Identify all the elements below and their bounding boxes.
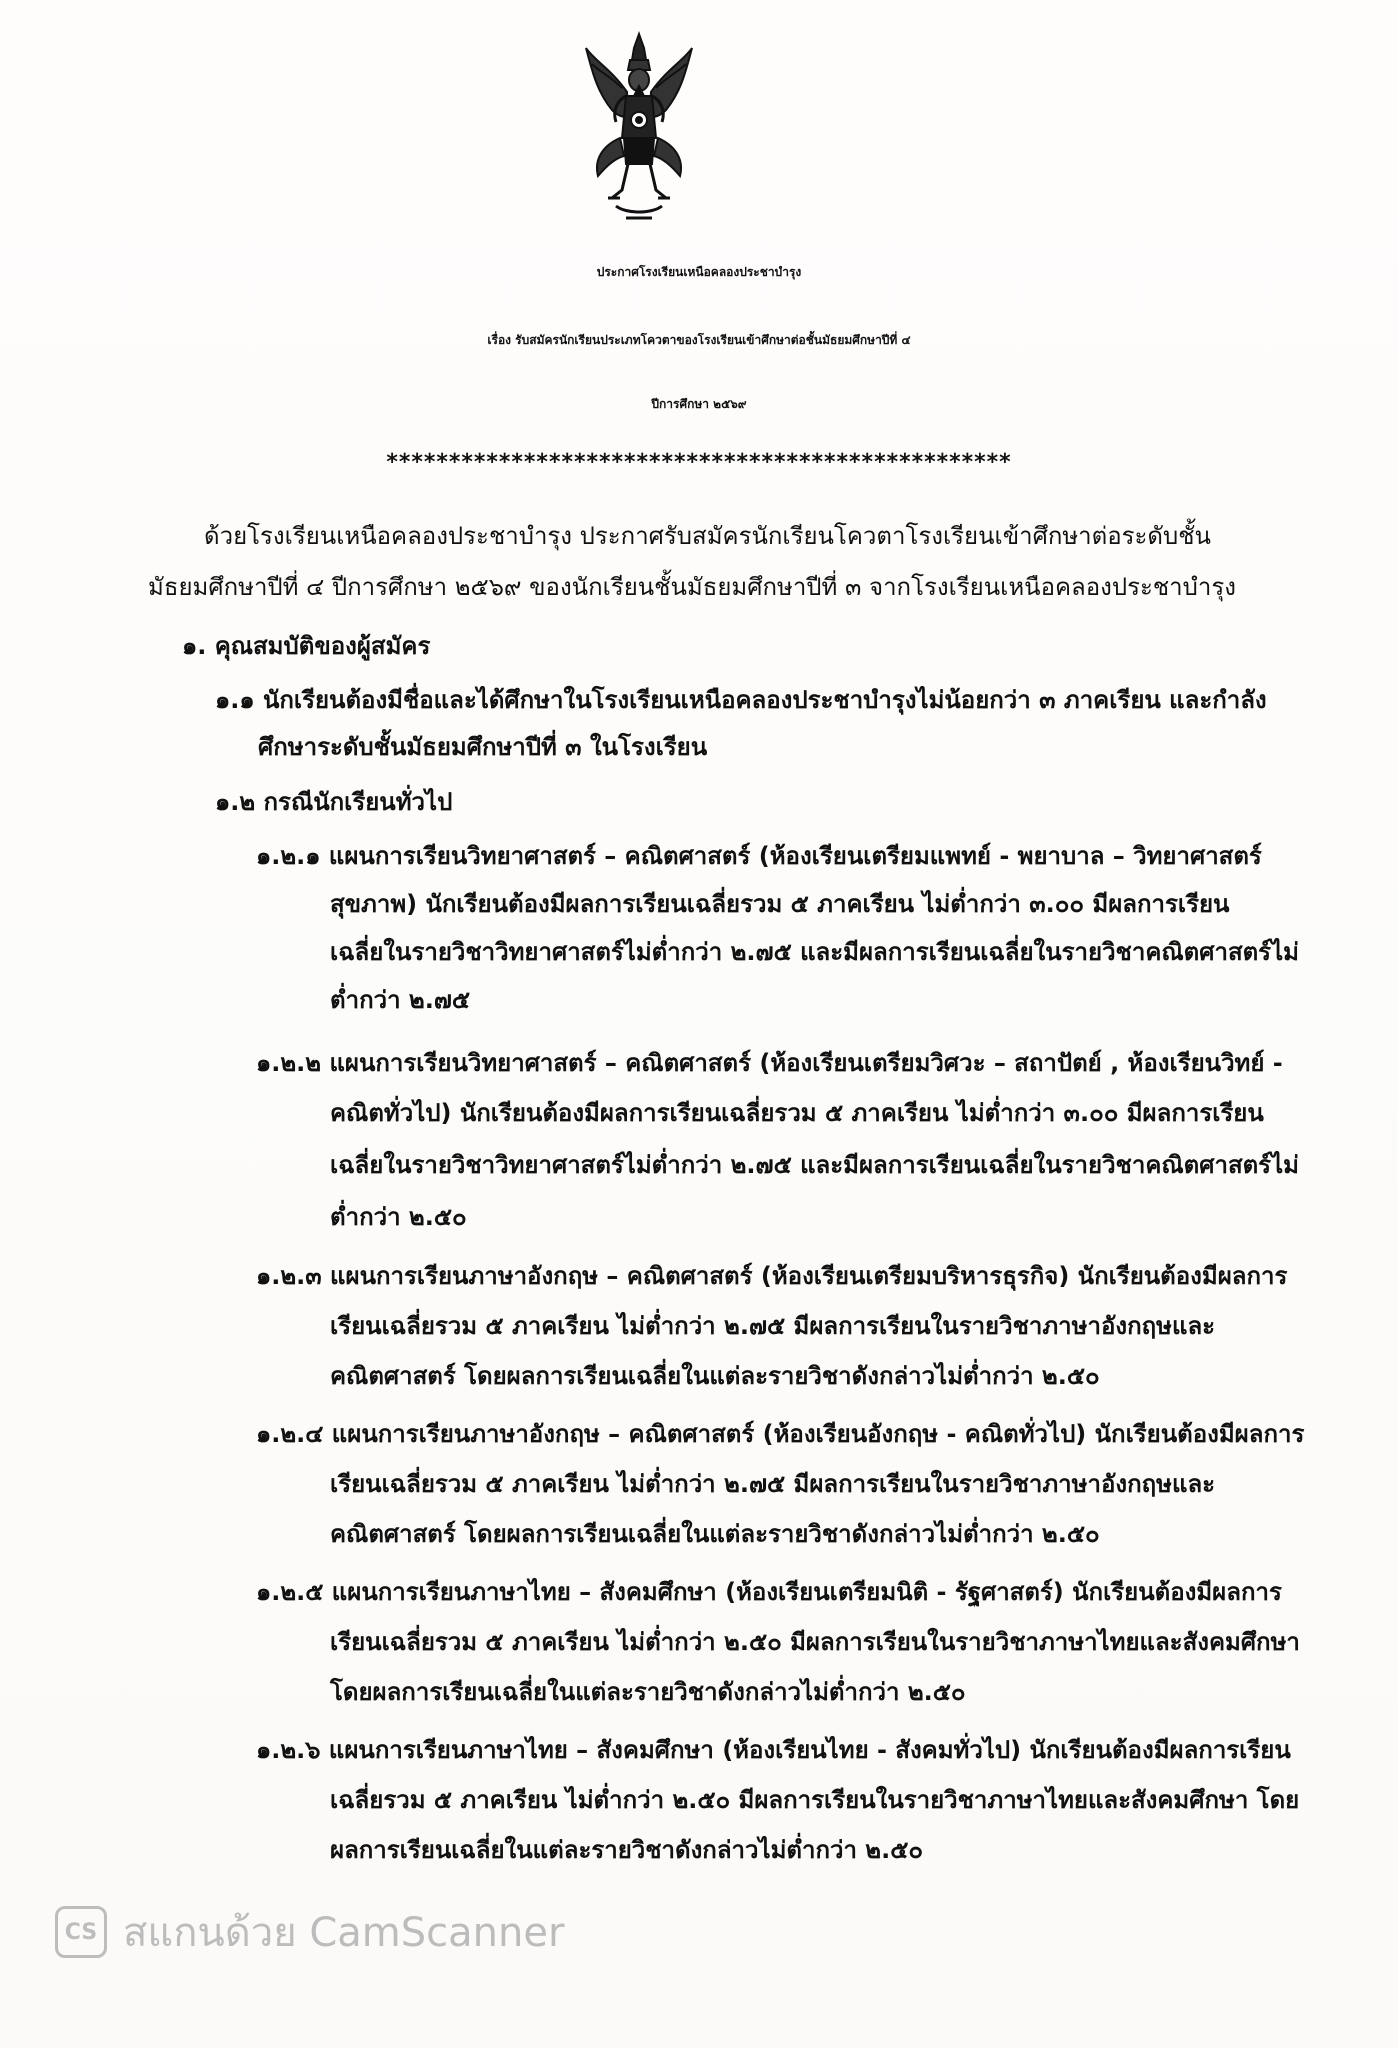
plan-1-2-5-line-1: ๑.๒.๕ แผนการเรียนภาษาไทย – สังคมศึกษา (ห้องเรียนเตรียมนิติ - รัฐศาสตร์) นักเรียนต้องมีผลการ xyxy=(256,1578,1282,1606)
separator-line: ************************************************** xyxy=(386,450,1012,475)
garuda-emblem-icon xyxy=(582,30,696,230)
plan-1-2-2-line-1: ๑.๒.๒ แผนการเรียนวิทยาศาสตร์ – คณิตศาสตร์ (ห้องเรียนเตรียมวิศวะ – สถาปัตย์ , ห้องเรียนวิทย์ - xyxy=(256,1049,1283,1077)
intro-line-1: ด้วยโรงเรียนเหนือคลองประชาบำรุง ประกาศรับสมัครนักเรียนโควตาโรงเรียนเข้าศึกษาต่อระดับชั้น xyxy=(204,522,1211,550)
item-1-2-heading: ๑.๒ กรณีนักเรียนทั่วไป xyxy=(215,788,453,816)
plan-1-2-1-line-1: ๑.๒.๑ แผนการเรียนวิทยาศาสตร์ – คณิตศาสตร์ (ห้องเรียนเตรียมแพทย์ - พยาบาล – วิทยาศาสตร์ xyxy=(256,842,1262,870)
plan-1-2-6-line-3: ผลการเรียนเฉลี่ยในแต่ละรายวิชาดังกล่าวไม่ต่ำกว่า ๒.๕๐ xyxy=(330,1836,924,1864)
plan-1-2-6-line-2: เฉลี่ยรวม ๕ ภาคเรียน ไม่ต่ำกว่า ๒.๕๐ มีผลการเรียนในรายวิชาภาษาไทยและสังคมศึกษา โดย xyxy=(330,1786,1300,1814)
academic-year: ปีการศึกษา ๒๕๖๙ xyxy=(651,397,747,411)
announcement-subject: เรื่อง รับสมัครนักเรียนประเภทโควตาของโรงเรียนเข้าศึกษาต่อชั้นมัธยมศึกษาปีที่ ๔ xyxy=(487,333,911,347)
item-1-1-line-2: ศึกษาระดับชั้นมัธยมศึกษาปีที่ ๓ ในโรงเรียน xyxy=(258,733,708,761)
plan-1-2-3-line-3: คณิตศาสตร์ โดยผลการเรียนเฉลี่ยในแต่ละรายวิชาดังกล่าวไม่ต่ำกว่า ๒.๕๐ xyxy=(330,1362,1100,1390)
plan-1-2-5-line-2: เรียนเฉลี่ยรวม ๕ ภาคเรียน ไม่ต่ำกว่า ๒.๕๐ มีผลการเรียนในรายวิชาภาษาไทยและสังคมศึกษา xyxy=(330,1628,1300,1656)
plan-1-2-4-line-3: คณิตศาสตร์ โดยผลการเรียนเฉลี่ยในแต่ละรายวิชาดังกล่าวไม่ต่ำกว่า ๒.๕๐ xyxy=(330,1520,1100,1548)
plan-1-2-1-line-3: เฉลี่ยในรายวิชาวิทยาศาสตร์ไม่ต่ำกว่า ๒.๗๕ และมีผลการเรียนเฉลี่ยในรายวิชาคณิตศาสตร์ไม่ xyxy=(330,938,1299,966)
plan-1-2-1-line-2: สุขภาพ) นักเรียนต้องมีผลการเรียนเฉลี่ยรวม ๕ ภาคเรียน ไม่ต่ำกว่า ๓.๐๐ มีผลการเรียน xyxy=(330,890,1230,918)
camscanner-watermark xyxy=(55,1902,564,1962)
section-1-heading: ๑. คุณสมบัติของผู้สมัคร xyxy=(182,632,431,660)
plan-1-2-2-line-3: เฉลี่ยในรายวิชาวิทยาศาสตร์ไม่ต่ำกว่า ๒.๗๕ และมีผลการเรียนเฉลี่ยในรายวิชาคณิตศาสตร์ไม่ xyxy=(330,1151,1299,1179)
camscanner-logo-icon: CS xyxy=(55,1906,107,1958)
plan-1-2-3-line-1: ๑.๒.๓ แผนการเรียนภาษาอังกฤษ – คณิตศาสตร์ (ห้องเรียนเตรียมบริหารธุรกิจ) นักเรียนต้องมีผลการ xyxy=(256,1262,1288,1290)
plan-1-2-6-line-1: ๑.๒.๖ แผนการเรียนภาษาไทย – สังคมศึกษา (ห้องเรียนไทย - สังคมทั่วไป) นักเรียนต้องมีผลการเรียน xyxy=(256,1736,1291,1764)
plan-1-2-4-line-2: เรียนเฉลี่ยรวม ๕ ภาคเรียน ไม่ต่ำกว่า ๒.๗๕ มีผลการเรียนในรายวิชาภาษาอังกฤษและ xyxy=(330,1470,1216,1498)
plan-1-2-3-line-2: เรียนเฉลี่ยรวม ๕ ภาคเรียน ไม่ต่ำกว่า ๒.๗๕ มีผลการเรียนในรายวิชาภาษาอังกฤษและ xyxy=(330,1312,1216,1340)
announcement-title: ประกาศโรงเรียนเหนือคลองประชาบำรุง xyxy=(596,265,802,279)
plan-1-2-4-line-1: ๑.๒.๔ แผนการเรียนภาษาอังกฤษ – คณิตศาสตร์ (ห้องเรียนอังกฤษ - คณิตทั่วไป) นักเรียนต้องมีผลการ xyxy=(256,1420,1305,1448)
plan-1-2-1-line-4: ต่ำกว่า ๒.๗๕ xyxy=(330,986,471,1014)
camscanner-text: สแกนด้วย CamScanner xyxy=(123,1910,565,1956)
item-1-1-line-1: ๑.๑ นักเรียนต้องมีชื่อและได้ศึกษาในโรงเรียนเหนือคลองประชาบำรุงไม่น้อยกว่า ๓ ภาคเรียน และกำลัง xyxy=(215,686,1267,714)
plan-1-2-2-line-4: ต่ำกว่า ๒.๕๐ xyxy=(330,1203,467,1231)
plan-1-2-2-line-2: คณิตทั่วไป) นักเรียนต้องมีผลการเรียนเฉลี่ยรวม ๕ ภาคเรียน ไม่ต่ำกว่า ๓.๐๐ มีผลการเรียน xyxy=(330,1099,1264,1127)
intro-line-2: มัธยมศึกษาปีที่ ๔ ปีการศึกษา ๒๕๖๙ ของนักเรียนชั้นมัธยมศึกษาปีที่ ๓ จากโรงเรียนเหนือคลองประชาบำรุง xyxy=(148,573,1236,601)
plan-1-2-5-line-3: โดยผลการเรียนเฉลี่ยในแต่ละรายวิชาดังกล่าวไม่ต่ำกว่า ๒.๕๐ xyxy=(330,1678,966,1706)
